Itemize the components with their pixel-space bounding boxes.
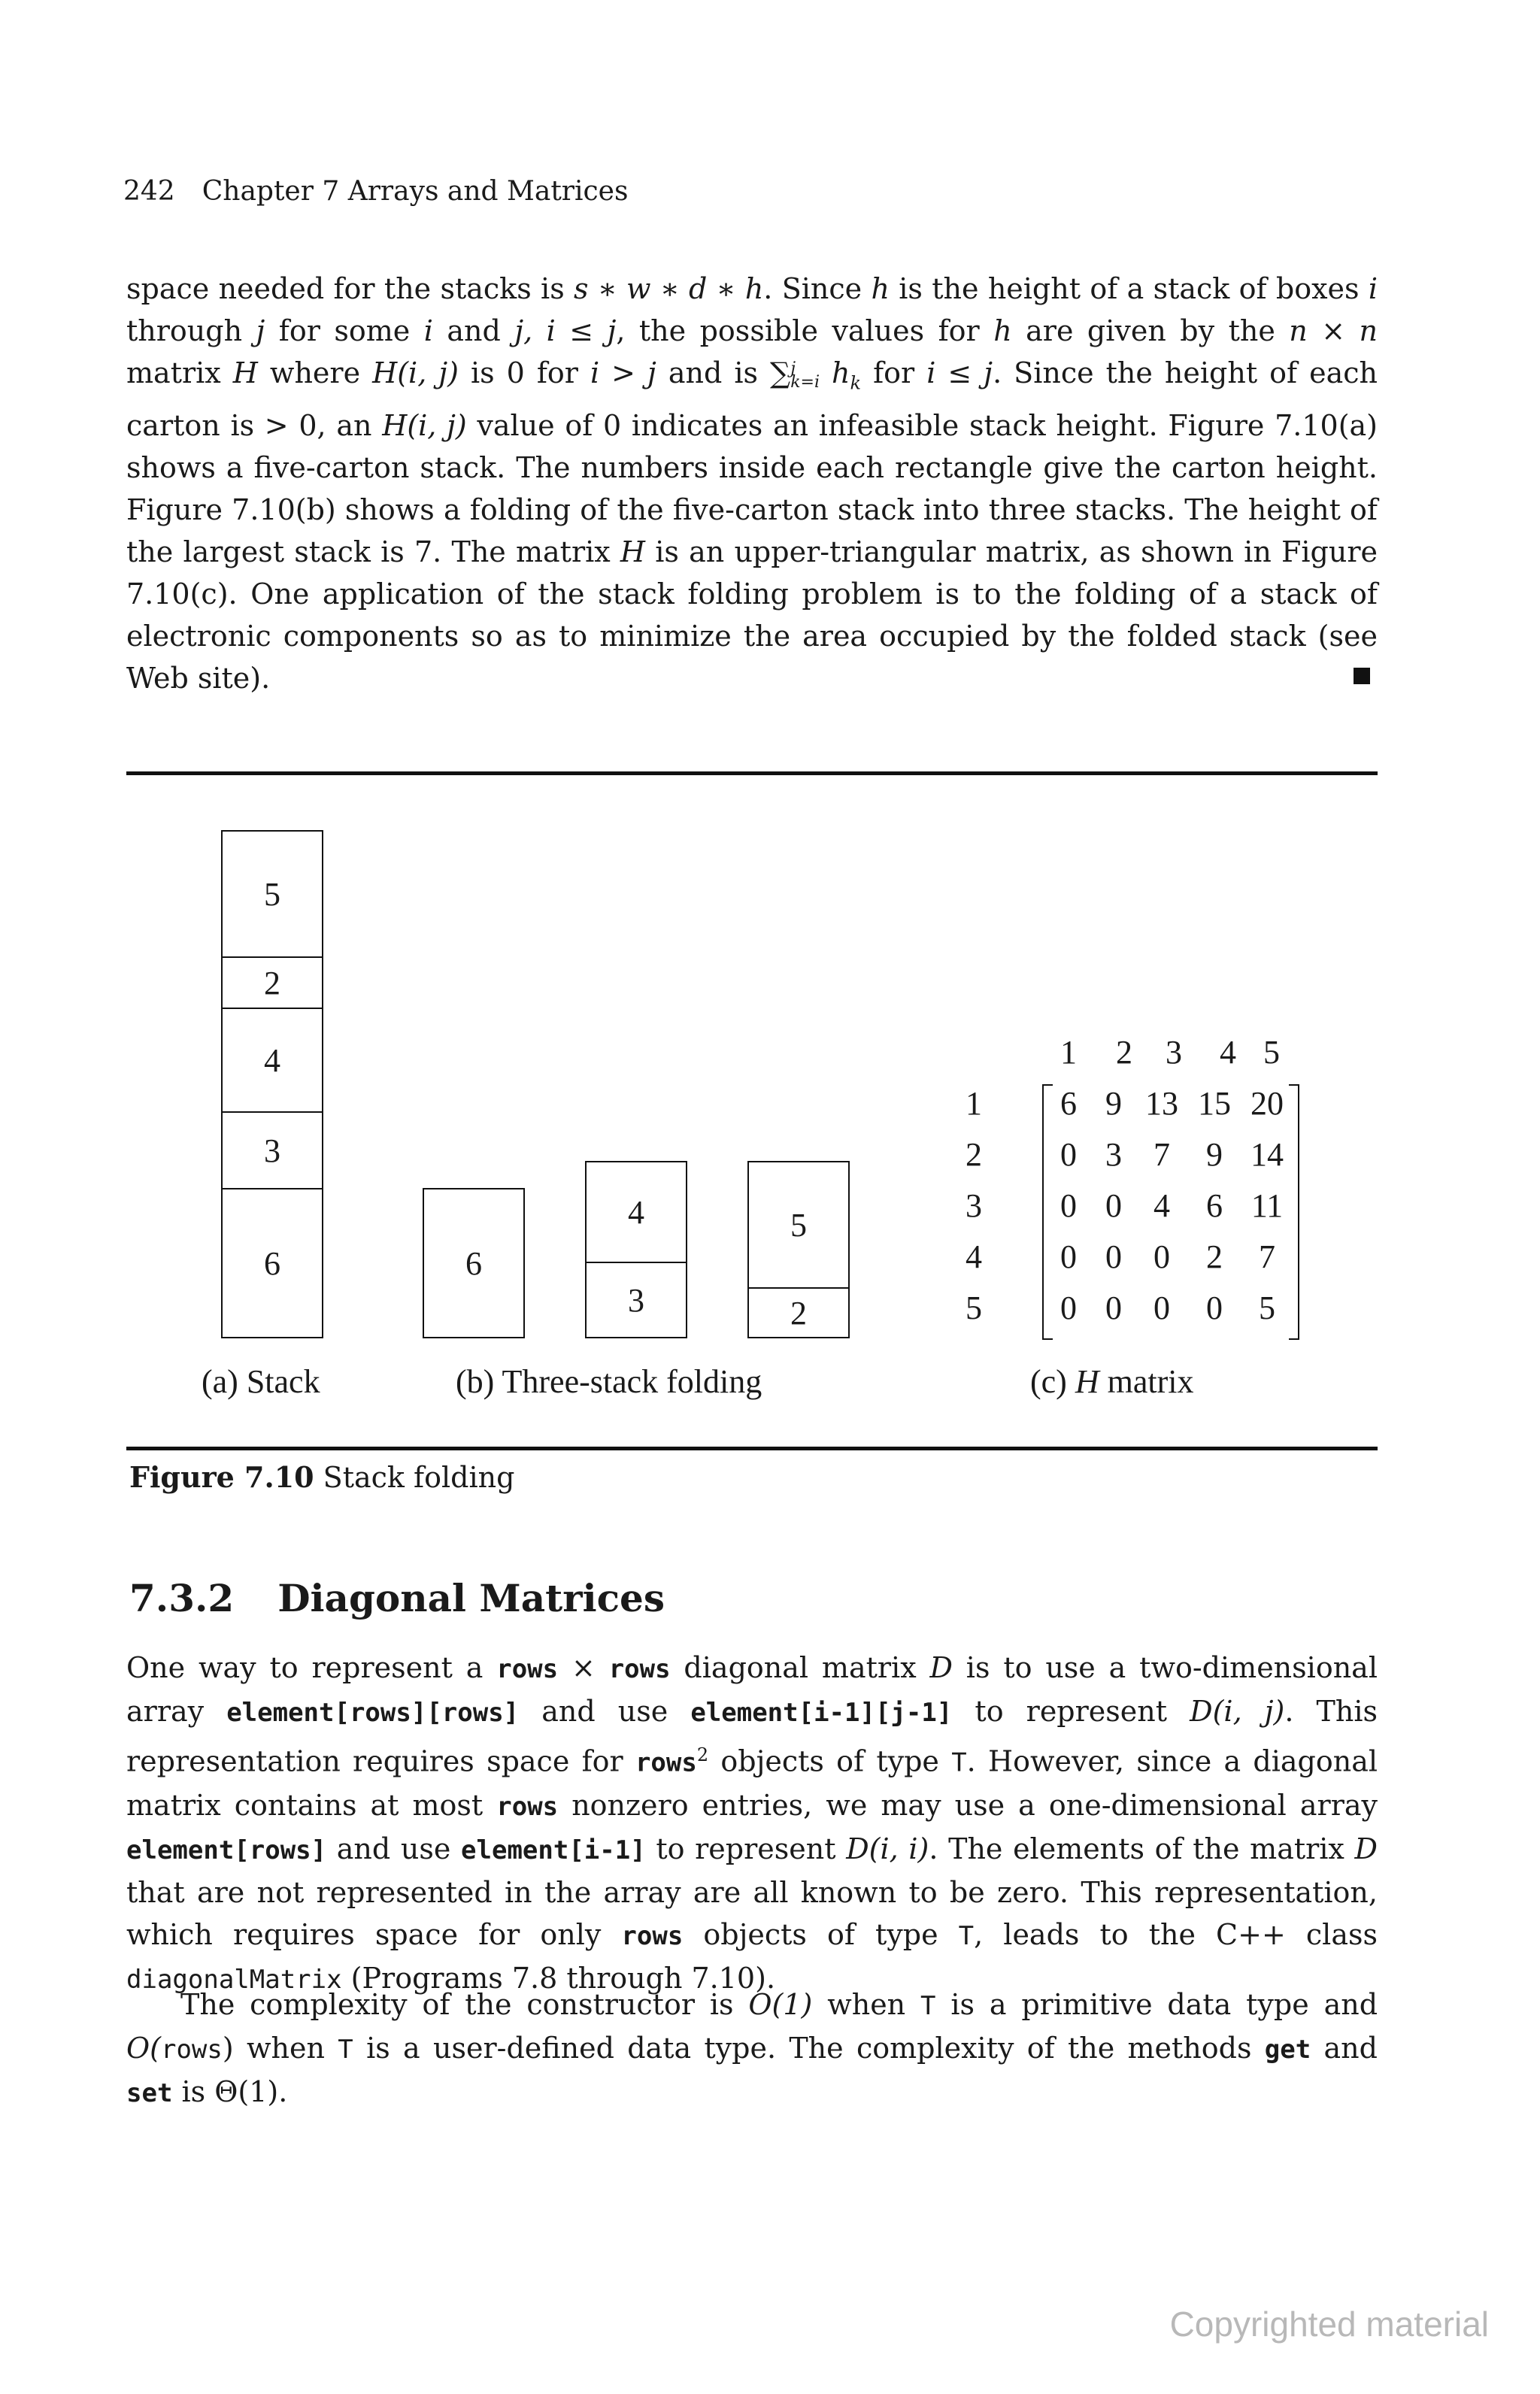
text: . Since the height xyxy=(993,356,1258,389)
text: . Since xyxy=(763,272,872,305)
text: is xyxy=(172,2075,215,2108)
section-title: Diagonal Matrices xyxy=(277,1576,665,1620)
math: O( xyxy=(126,2032,161,2065)
text: to represent xyxy=(952,1695,1190,1728)
text: value of 0 indicates an infeasible stack height. xyxy=(466,408,1158,442)
code: diagonalMatrix xyxy=(126,1964,342,1995)
math: i xyxy=(1368,272,1378,305)
matrix-cell: 20 xyxy=(1250,1085,1284,1122)
text: and is xyxy=(656,356,771,389)
text: is the height of a stack of boxes xyxy=(889,272,1360,305)
matrix-cell: 0 xyxy=(1206,1289,1223,1326)
text: C++ class xyxy=(1216,1917,1378,1951)
section-heading xyxy=(129,1576,665,1620)
math: O(1) xyxy=(748,1988,813,2021)
text: . However, since a diagonal xyxy=(966,1744,1378,1778)
carton: 3 xyxy=(221,1111,323,1189)
math: j, i ≤ j xyxy=(514,314,617,347)
text: (c) xyxy=(1030,1363,1075,1400)
page-number: 242 xyxy=(123,176,175,207)
intro-paragraph xyxy=(126,268,1378,699)
code: rows xyxy=(496,1654,559,1684)
text: of each carton is > 0, an xyxy=(126,356,1378,442)
col-header: 5 xyxy=(1263,1034,1280,1071)
carton: 6 xyxy=(221,1188,323,1338)
body-paragraph-1 xyxy=(126,1647,1378,2001)
figure-caption-text: Stack folding xyxy=(314,1461,515,1494)
text: space needed for the stacks is xyxy=(126,272,574,305)
math: Θ(1) xyxy=(214,2075,279,2108)
carton: 6 xyxy=(423,1188,525,1338)
matrix-cell: 2 xyxy=(1206,1238,1223,1275)
col-header: 4 xyxy=(1220,1034,1236,1071)
text: . The elements of the xyxy=(929,1832,1240,1865)
code: element[i-1][j-1] xyxy=(690,1698,953,1728)
chapter-title: Chapter 7 Arrays and Matrices xyxy=(202,176,629,207)
code: T xyxy=(920,1991,936,2021)
math: ) xyxy=(222,2032,234,2065)
code: get xyxy=(1264,2035,1311,2065)
math: D(i, i) xyxy=(846,1832,929,1865)
text: representation, which requires space for only xyxy=(126,1875,1378,1951)
matrix-cell: 6 xyxy=(1206,1187,1223,1224)
text: and use xyxy=(326,1832,462,1865)
matrix-cell: 0 xyxy=(1060,1136,1077,1173)
code: set xyxy=(126,2078,173,2108)
text: . This xyxy=(1284,1695,1378,1728)
row-header: 5 xyxy=(966,1289,982,1326)
matrix-cell: 6 xyxy=(1060,1085,1077,1122)
math: i > j xyxy=(590,356,656,389)
col-header: 3 xyxy=(1166,1034,1182,1071)
carton: 4 xyxy=(585,1161,687,1263)
text: . xyxy=(278,2075,288,2108)
code: T xyxy=(338,2035,353,2065)
matrix-cell: 0 xyxy=(1060,1187,1077,1224)
col-header: 2 xyxy=(1116,1034,1132,1071)
text: is a user-defined data type. The complexity of the methods xyxy=(353,2032,1265,2065)
math: H(i, j) xyxy=(372,356,459,389)
code: rows xyxy=(635,1747,697,1778)
caption-b: (b) Three-stack folding xyxy=(456,1363,762,1400)
matrix-cell: 0 xyxy=(1060,1289,1077,1326)
text: to represent xyxy=(645,1832,847,1865)
text: is to use a two-dimensional xyxy=(952,1651,1378,1684)
math: j xyxy=(256,314,265,347)
math: i ≤ j xyxy=(926,356,993,389)
text: where xyxy=(257,356,373,389)
matrix-cell: 0 xyxy=(1060,1238,1077,1275)
matrix-cell: 0 xyxy=(1153,1289,1170,1326)
math: k xyxy=(850,372,862,394)
math: k=i xyxy=(790,372,820,392)
text: are given by the xyxy=(1011,314,1290,347)
math: H xyxy=(620,535,646,568)
code: rows xyxy=(160,2035,223,2065)
text: The complexity of the constructor is xyxy=(180,1988,749,2021)
text: is 0 for xyxy=(458,356,590,389)
code: rows xyxy=(621,1920,684,1951)
text: nonzero entries, we may use a one-dimensional array xyxy=(558,1788,1378,1822)
text: for some xyxy=(265,314,424,347)
code: rows xyxy=(496,1791,559,1822)
math: i xyxy=(423,314,433,347)
matrix-cell: 9 xyxy=(1206,1136,1223,1173)
matrix-cell: 7 xyxy=(1153,1136,1170,1173)
figure-bottom-rule xyxy=(126,1447,1378,1450)
row-header: 4 xyxy=(966,1238,982,1275)
matrix-cell: 15 xyxy=(1198,1085,1231,1122)
text: (Programs 7.8 through 7.10). xyxy=(341,1961,776,1995)
text: representation requires space for xyxy=(126,1744,635,1778)
math: H xyxy=(1075,1363,1099,1400)
text: Figure 7.10(a) shows a five-carton stack. The numbers inside each rectangle give the carton height. Figure 7.10(b) shows a folding of the five-carton stack into three stacks. The height of the largest stack is 7. The matrix xyxy=(126,408,1378,568)
carton: 5 xyxy=(221,830,323,958)
text: when xyxy=(812,1988,921,2021)
matrix-cell: 4 xyxy=(1153,1187,1170,1224)
text: One way to represent a xyxy=(126,1651,497,1684)
matrix-cell: 0 xyxy=(1105,1238,1122,1275)
math: h xyxy=(820,356,850,389)
text: objects of type xyxy=(683,1917,959,1951)
code: element[rows] xyxy=(126,1835,327,1865)
matrix-cell: 14 xyxy=(1250,1136,1284,1173)
math: H xyxy=(232,356,258,389)
matrix-cell: 9 xyxy=(1105,1085,1122,1122)
text: matrix xyxy=(1250,1832,1355,1865)
figure-label: Figure 7.10 xyxy=(129,1460,314,1494)
text: array xyxy=(126,1695,227,1728)
code: element[i-1] xyxy=(461,1835,646,1865)
matrix-cell: 0 xyxy=(1105,1289,1122,1326)
text: and use xyxy=(519,1695,691,1728)
math: j xyxy=(790,359,796,378)
row-header: 3 xyxy=(966,1187,982,1224)
carton: 2 xyxy=(221,956,323,1009)
copyright-watermark: Copyrighted material xyxy=(1169,2305,1489,2344)
matrix-cell: 13 xyxy=(1145,1085,1178,1122)
matrix-cell: 5 xyxy=(1259,1289,1275,1326)
caption-a: (a) Stack xyxy=(202,1363,320,1400)
row-header: 1 xyxy=(966,1085,982,1122)
math: n × n xyxy=(1289,314,1378,347)
text: , the possible values for xyxy=(616,314,994,347)
text: is a primitive data type and xyxy=(935,1988,1378,2021)
code: element[rows][rows] xyxy=(226,1698,520,1728)
text: diagonal matrix xyxy=(670,1651,930,1684)
col-header: 1 xyxy=(1060,1034,1077,1071)
text: matrix contains at most xyxy=(126,1788,497,1822)
text: , leads to the xyxy=(974,1917,1196,1951)
math: s ∗ w ∗ d ∗ h xyxy=(574,272,764,305)
matrix-cell: 7 xyxy=(1259,1238,1275,1275)
matrix-cell: 0 xyxy=(1105,1187,1122,1224)
body-paragraph-2 xyxy=(126,1983,1378,2114)
row-header: 2 xyxy=(966,1136,982,1173)
text: is an upper-triangular matrix, as shown in Figure 7.10(c). One application of the stack folding problem is to the folding of a stack of electronic components so as to minimize the area occupied by the folded stack (see Web site). xyxy=(126,535,1378,695)
running-header xyxy=(123,176,628,207)
section-number: 7.3.2 xyxy=(129,1576,235,1620)
qed-mark xyxy=(1354,668,1370,684)
figure-caption xyxy=(129,1460,514,1494)
carton: 3 xyxy=(585,1262,687,1338)
text: when xyxy=(233,2032,338,2065)
figure-top-rule xyxy=(126,771,1378,775)
carton: 5 xyxy=(747,1161,850,1289)
text: that are not represented in the array are all known to be zero. This xyxy=(126,1875,1142,1909)
matrix-cell: 11 xyxy=(1250,1187,1284,1224)
text: matrix xyxy=(1099,1363,1194,1400)
sum-symbol: ∑ xyxy=(770,356,791,389)
math: D xyxy=(1354,1832,1378,1865)
matrix-cell: 3 xyxy=(1105,1136,1122,1173)
carton: 4 xyxy=(221,1008,323,1113)
math: h xyxy=(993,314,1012,347)
math: D xyxy=(929,1651,953,1684)
math: h xyxy=(871,272,890,305)
matrix-cell: 0 xyxy=(1153,1238,1170,1275)
math: H(i, j) xyxy=(382,408,467,442)
text: and xyxy=(1323,2032,1378,2065)
text: objects of type xyxy=(708,1744,952,1778)
carton: 2 xyxy=(747,1287,850,1338)
code: T xyxy=(951,1747,967,1778)
math: D(i, j) xyxy=(1190,1695,1285,1728)
text: for xyxy=(861,356,927,389)
text: through xyxy=(126,314,256,347)
code: T xyxy=(958,1920,975,1951)
caption-c xyxy=(1030,1362,1193,1401)
text: matrix xyxy=(126,356,233,389)
text: and xyxy=(432,314,515,347)
code: rows xyxy=(608,1654,671,1684)
text: × xyxy=(558,1651,609,1684)
superscript: 2 xyxy=(696,1744,709,1765)
